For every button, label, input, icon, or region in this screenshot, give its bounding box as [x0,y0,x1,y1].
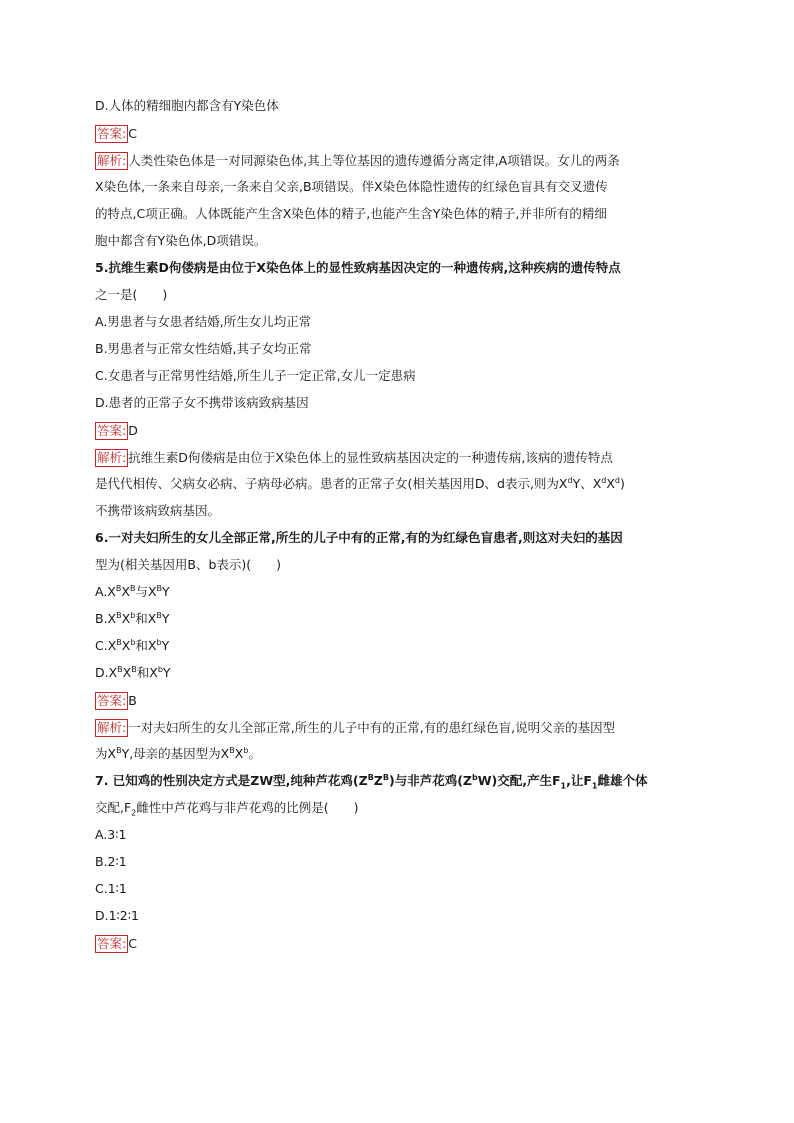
explanation-line: X染色体,一条来自母亲,一条来自父亲,B项错误。伴X染色体隐性遗传的红绿色盲具有交叉遗传 [95,179,608,194]
superscript: d [567,475,573,485]
answer-label: 答案: [97,422,127,438]
text-run: 和X [136,665,158,680]
q4-option-d: D.人体的精细胞内都含有Y染色体 [95,98,279,113]
text-run: Y、X [572,476,602,491]
text-run: ) [620,476,625,491]
text-run: X [121,584,130,599]
superscript: B [129,583,136,593]
text-run: )与非芦花鸡(Z [388,773,472,788]
subscript: 1 [560,781,567,791]
superscript: d [614,475,620,485]
text-run: 和X [135,638,157,653]
text-run: X [234,746,244,761]
answer-label: 答案: [97,125,127,141]
question-7-option-b: B.2∶1 [95,854,127,869]
question-5-stem: 5.抗维生素D佝偻病是由位于X染色体上的显性致病基因决定的一种遗传病,这种疾病的遗传特点 [95,260,621,275]
answer-block [95,929,705,956]
text-run: 。 [248,746,261,761]
text-run: ,让F [566,773,592,788]
superscript: B [116,745,122,755]
explanation-line: 不携带该病致病基因。 [95,503,221,518]
document-page [95,92,705,956]
explanation-text: 人类性染色体是一对同源染色体,其上等位基因的遗传遵循分离定律,A项错误。女儿的两条 [128,153,620,168]
superscript: b [130,637,136,647]
text-run: 交配,F [95,800,132,815]
explanation-label: 解析: [97,449,127,465]
explanation-line [95,713,705,740]
text-run: W)交配,产生F [477,773,561,788]
answer-block [95,416,705,443]
superscript: B [382,772,389,782]
text-run: Y [162,584,170,599]
text-run: X [122,665,132,680]
question-7-option-d: D.1∶2∶1 [95,908,139,923]
text-run: X [121,638,131,653]
superscript: d [601,475,607,485]
subscript: 1 [591,781,598,791]
explanation-line: 胞中都含有Y染色体,D项错误。 [95,233,267,248]
text-run: 雌雄个体 [597,773,648,788]
text-run: Y,母亲的基因型为X [121,746,230,761]
question-5-option-b: B.男患者与正常女性结婚,其子女均正常 [95,341,312,356]
text-run: 为X [95,746,117,761]
answer-value: B [128,693,137,708]
text-run: B.X [95,611,117,626]
answer-label: 答案: [97,935,127,951]
text-run: X [121,611,131,626]
superscript: B [156,583,163,593]
superscript: B [229,745,235,755]
text-run: 是代代相传、父病女必病、子病母必病。患者的正常子女(相关基因用D、d表示,则为X [95,476,568,491]
question-5-option-d: D.患者的正常子女不携带该病致病基因 [95,395,309,410]
explanation-line: 的特点,C项正确。人体既能产生含X染色体的精子,也能产生含Y染色体的精子,并非所有的精细 [95,206,607,221]
explanation-line [95,470,705,497]
superscript: B [116,610,122,620]
superscript: b [243,745,249,755]
answer-value: C [128,936,137,951]
question-6-option-a [95,578,705,605]
explanation-line [95,146,705,173]
question-7-stem-cont [95,794,705,821]
question-6-stem-cont: 型为(相关基因用B、b表示)( ) [95,557,282,572]
text-run: 7. 已知鸡的性别决定方式是ZW型,纯种芦花鸡(Z [95,773,368,788]
superscript: b [471,772,478,782]
text-run: 雌性中芦花鸡与非芦花鸡的比例是( ) [136,800,359,815]
question-5-option-a: A.男患者与女患者结婚,所生女儿均正常 [95,314,312,329]
superscript: B [156,610,162,620]
explanation-line [95,740,705,767]
explanation-text: 抗维生素D佝偻病是由位于X染色体上的显性致病基因决定的一种遗传病,该病的遗传特点 [128,450,613,465]
question-7-option-a: A.3∶1 [95,827,127,842]
superscript: B [367,772,374,782]
superscript: B [115,583,122,593]
explanation-label: 解析: [97,719,127,735]
question-6-option-d [95,659,705,686]
question-6-stem: 6.一对夫妇所生的女儿全部正常,所生的儿子中有的正常,有的为红绿色盲患者,则这对夫妇的基因 [95,530,623,545]
superscript: b [130,610,136,620]
text-run: A.X [95,584,116,599]
answer-value: C [128,126,137,141]
question-7-stem [95,767,705,794]
subscript: 2 [131,808,137,818]
text-run: C.X [95,638,117,653]
answer-value: D [128,423,138,438]
answer-block [95,686,705,713]
explanation-text: 一对夫妇所生的女儿全部正常,所生的儿子中有的正常,有的患红绿色盲,说明父亲的基因型 [128,720,616,735]
text-run: Y [162,665,171,680]
explanation-label: 解析: [97,152,127,168]
superscript: B [116,637,122,647]
superscript: B [131,664,137,674]
text-run: Z [373,773,383,788]
text-run: 和X [135,611,157,626]
superscript: B [117,664,123,674]
superscript: b [156,637,162,647]
text-run: Y [161,611,170,626]
superscript: b [157,664,163,674]
text-run: X [606,476,615,491]
question-6-option-c [95,632,705,659]
question-7-option-c: C.1∶1 [95,881,127,896]
explanation-line [95,443,705,470]
question-5-option-c: C.女患者与正常男性结婚,所生儿子一定正常,女儿一定患病 [95,368,416,383]
text-run: 与X [135,584,157,599]
question-6-option-b [95,605,705,632]
text-run: Y [161,638,170,653]
answer-label: 答案: [97,692,127,708]
question-5-stem-cont: 之一是( ) [95,287,168,302]
text-run: D.X [95,665,118,680]
answer-block [95,119,705,146]
